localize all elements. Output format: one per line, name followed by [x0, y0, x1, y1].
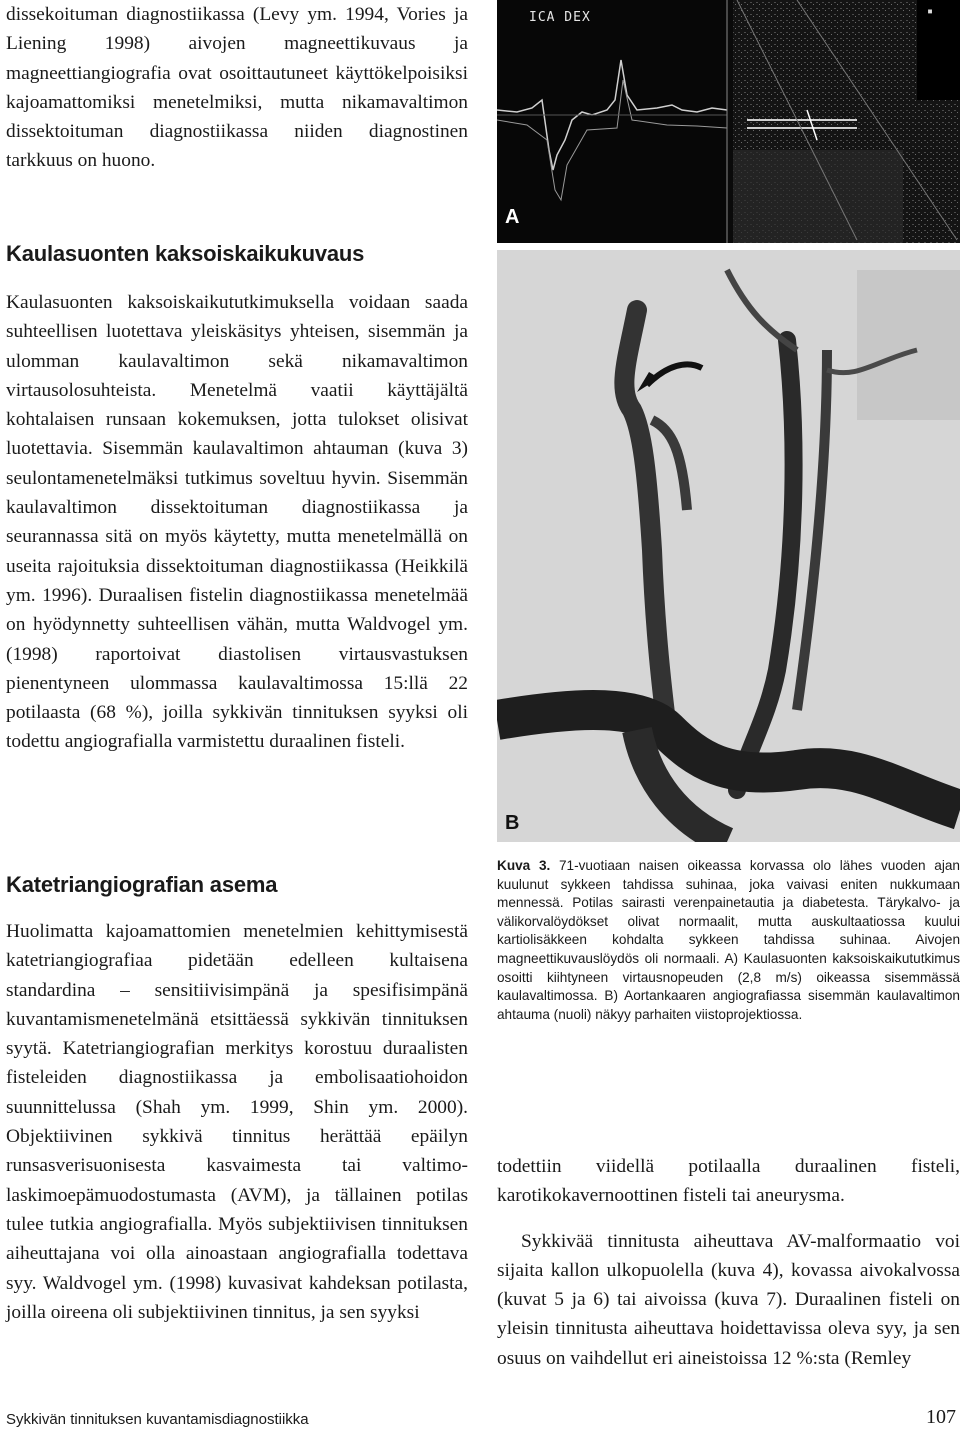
angiography-illustration: [497, 250, 960, 842]
angiography-image: [497, 250, 960, 842]
intro-paragraph: dissekoituman diagnostiikassa (Levy ym. 1994, Vories ja Liening 1998) aivojen magneettikuvaus ja magneettiangiografia ovat osoittautuneet käyttökelpoisiksi kajoamattomiksi menetelmiksi, mutta nikamavaltimon dissektoituman diagnostiikassa niiden diagnostinen tarkkuus on huono.: [6, 4, 468, 172]
section-heading-angiography: Katetriangiografian asema: [6, 872, 278, 897]
ultrasound-scale-marks: ▪: [927, 6, 934, 17]
angiography-paragraph: Huolimatta kajoamattomien menetelmien kehittymisestä katetriangiografiaa pidetään edelleen kultaisena standardina – sensitiivisimpänä ja spesifisimpänä kuvantamismenetelmänä etsittäessä sykkivän tinnituksen syytä. Katetriangiografian merkitys korostuu duraalisten fisteleiden diagnostiikassa ja embolisaatiohoidon suunnittelussa (Shah ym. 1999, Shin ym. 2000). Objektiivinen sykkivä tinnitus herättää epäilyn runsasverisuonisesta kasvaimesta tai valtimo-laskimoepämuodostumasta (AVM), ja tällainen potilas tulee tutkia angiografialla. Myös subjektiivisen tinnituksen aiheuttajana voi olla ainoastaan angiografialla todettava syy. Waldvogel ym. (1998) kuvasivat kahdeksan potilasta, joilla oireena oli subjektiivinen tinnitus, ja sen syyksi: [6, 921, 468, 1323]
right-paragraph-2: Sykkivää tinnitusta aiheuttava AV-malformaatio voi sijaita kallon ulkopuolella (kuva 4), kovassa aivokalvossa (kuvat 5 ja 6) tai aivoissa (kuva 7). Duraalinen fisteli on yleisin tinnitusta aiheuttava hoidettavissa oleva syy, ja sen osuus on vaihdellut eri aineistoissa 12 %:sta (Remley: [497, 1230, 960, 1369]
panel-b-label: B: [505, 812, 520, 834]
caption-text: 71-vuotiaan naisen oikeassa korvassa olo lähes vuoden ajan kuulunut sykkeen tahdissa suhinaa, joka vaivasi eniten nukkumaan mennessä. Potilas sairasti verenpainetautia ja diabetesta. Tärykalvo- ja välikorvalöydökset olivat normaalit, mutta auskultaatiossa kuului kartiolisäkkeen kohdalta sykkeen tahdissa suhinaa. Aivojen magneettikuvauslöydös oli normaali. A) Kaulasuonten kaksoiskaikututkimus osoitti kiihtyneen virtausnopeuden (2,8 m/s) oikeassa sisemmässä kaulavaltimossa. B) Aortankaaren angiografiassa sisemmän kaulavaltimon ahtauma (nuoli) näkyy parhaiten viistoprojektiossa.: [497, 858, 960, 1022]
left-column: [6, 0, 468, 1323]
section-heading-ultrasound: Kaulasuonten kaksoiskaikukuvaus: [6, 241, 365, 266]
figure-caption: [497, 857, 960, 1024]
panel-a-label: A: [505, 206, 520, 228]
ultrasound-paragraph: Kaulasuonten kaksoiskaikututkimuksella voidaan saada suhteellisen luotettava yleiskäsitys yhteisen, sisemmän ja ulomman kaulavaltimon sekä nikamavaltimon virtausolosuhteista. Menetelmä vaatii käyttäjältä kohtalaisen runsaan kokemuksen, jotta tulokset olisivat luotettavia. Sisemmän kaulavaltimon ahtauman (kuva 3) seulontamenetelmäksi tutkimus soveltuu hyvin. Sisemmän kaulavaltimon dissektoituman diagnostiikassa ja seurannassa sitä on myös käytetty, mutta menetelmällä on useita rajoituksia dissektoituman diagnostiikassa (Heikkilä ym. 1996). Duraalisen fistelin diagnostiikassa menetelmää on hyödynnetty suhteellisen vähän, mutta Waldvogel ym. (1998) raportoivat diastolisen virtausvastuksen pienentyneen ulommassa kaulavaltimossa 15:llä 22 potilaasta (68 %), joilla sykkivän tinnituksen syyksi oli todettu angiografialla varmistettu duraalinen fisteli.: [6, 292, 468, 753]
caption-label: Kuva 3.: [497, 858, 551, 873]
doppler-ultrasound-image: [497, 0, 960, 243]
right-paragraph-1: todettiin viidellä potilaalla duraalinen fisteli, karotikokavernoottinen fisteli tai aneurysma.: [497, 1156, 960, 1207]
doppler-illustration: [497, 0, 960, 243]
right-column-text: [497, 1152, 960, 1373]
page-number: 107: [926, 1406, 956, 1428]
doppler-overlay-label: ICA DEX: [529, 10, 591, 25]
running-footer-title: Sykkivän tinnituksen kuvantamisdiagnostiikka: [6, 1411, 309, 1428]
